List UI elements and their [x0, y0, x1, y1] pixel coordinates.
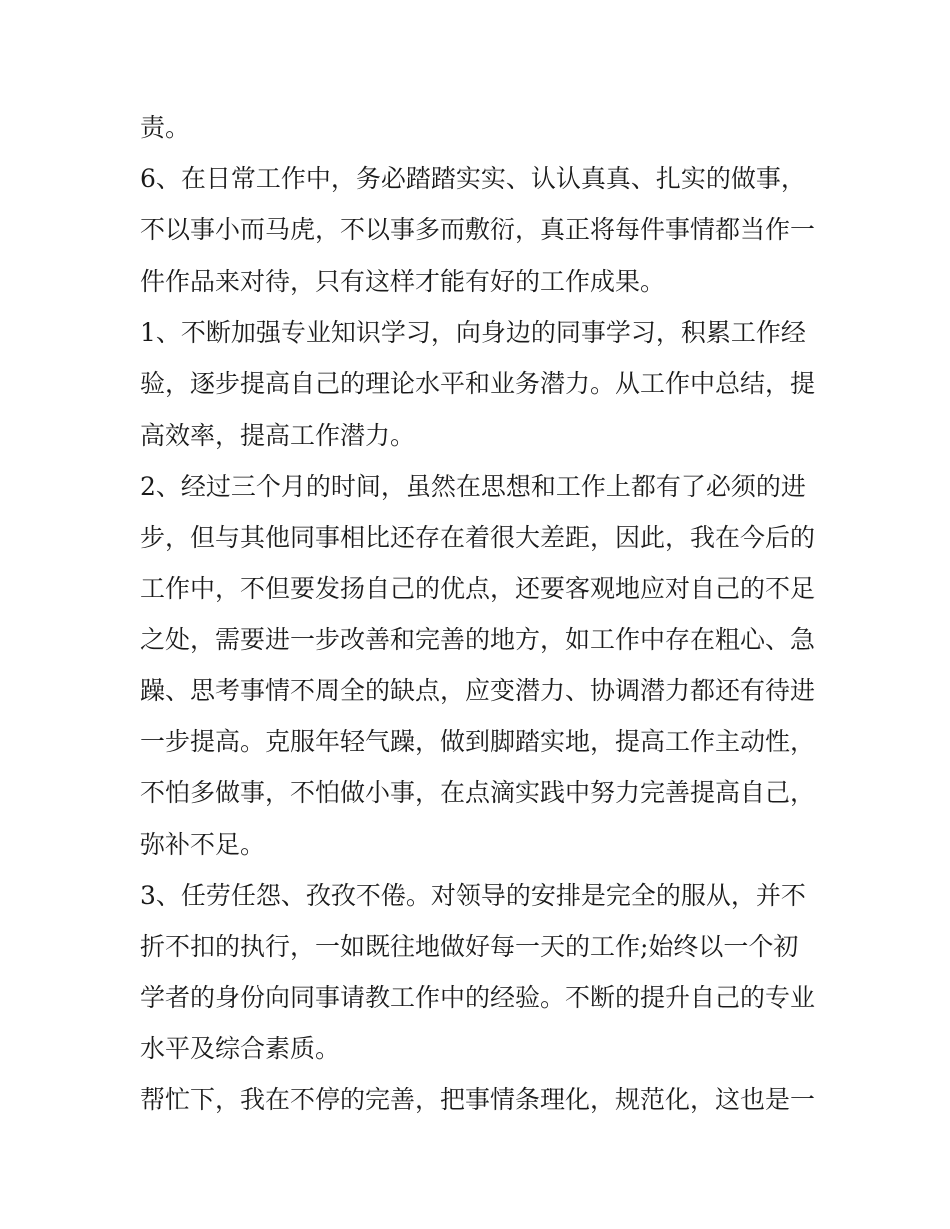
text-line: 学者的身份向同事请教工作中的经验。不断的提升自己的专业 [140, 983, 816, 1012]
text-line: 步，但与其他同事相比还存在着很大差距，因此，我在今后的 [140, 523, 816, 552]
text-line: 2、经过三个月的时间，虽然在思想和工作上都有了必须的进 [140, 472, 806, 501]
text-line: 一步提高。克服年轻气躁，做到脚踏实地，提高工作主动性， [140, 727, 816, 756]
text-line: 验，逐步提高自己的理论水平和业务潜力。从工作中总结，提 [140, 369, 816, 398]
text-line: 件作品来对待，只有这样才能有好的工作成果。 [140, 267, 666, 296]
text-line: 帮忙下，我在不停的完善，把事情条理化，规范化，这也是一 [140, 1085, 816, 1114]
text-line: 工作中，不但要发扬自己的优点，还要客观地应对自己的不足 [140, 574, 816, 603]
text-line: 躁、思考事情不周全的缺点，应变潜力、协调潜力都还有待进 [140, 676, 816, 705]
text-line: 不以事小而马虎，不以事多而敷衍，真正将每件事情都当作一 [140, 215, 816, 244]
text-line: 弥补不足。 [140, 830, 266, 859]
text-line: 不怕多做事，不怕做小事，在点滴实践中努力完善提高自己， [140, 778, 816, 807]
text-line: 责。 [140, 113, 191, 142]
text-line: 1、不断加强专业知识学习，向身边的同事学习，积累工作经 [140, 318, 806, 347]
text-line: 高效率，提高工作潜力。 [140, 421, 416, 450]
text-line: 6、在日常工作中，务必踏踏实实、认认真真、扎实的做事， [140, 164, 806, 193]
text-line: 3、任劳任怨、孜孜不倦。对领导的安排是完全的服从，并不 [140, 881, 806, 910]
text-line: 之处，需要进一步改善和完善的地方，如工作中存在粗心、急 [140, 625, 816, 654]
text-line: 水平及综合素质。 [140, 1034, 341, 1063]
text-line: 折不扣的执行，一如既往地做好每一天的工作;始终以一个初 [140, 932, 799, 961]
